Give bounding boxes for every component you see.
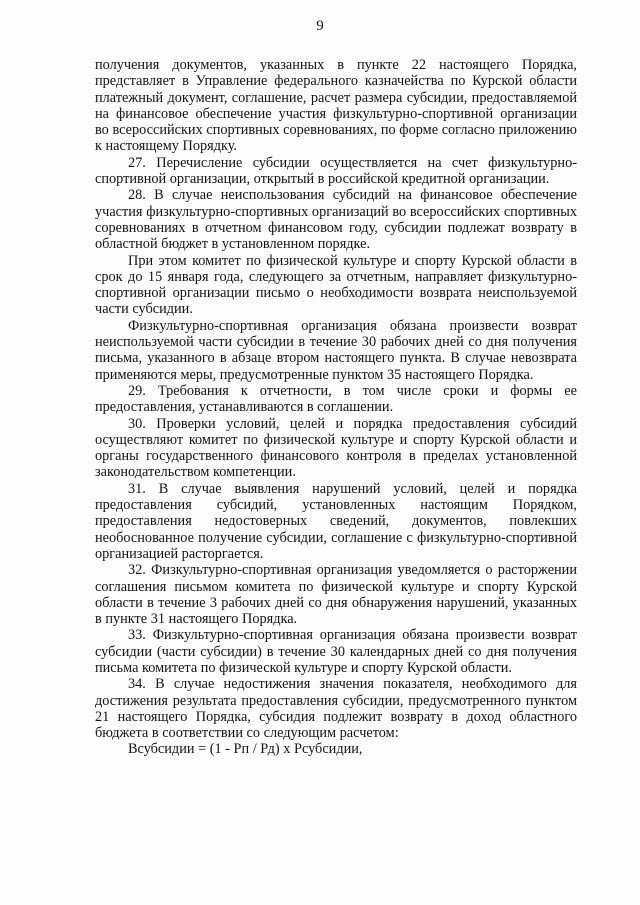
- paragraph-item-27: 27. Перечисление субсидии осуществляется на счет физкультурно-спортивной организации, открытый в российской кредитной организации.: [95, 154, 577, 188]
- paragraph-item-28-part-3: Физкультурно-спортивная организация обязана произвести возврат неиспользуемой части субсидии в течение 30 рабочих дней со дня получения письма, указанного в абзаце втором настоящего пункта. В случае невозврата применяются меры, предусмотренные пунктом 35 настоящего Порядка.: [95, 317, 577, 383]
- paragraph-item-30: 30. Проверки условий, целей и порядка предоставления субсидий осуществляют комитет по физической культуре и спорту Курской области и органы государственного финансового контроля в пределах установленной законодательством компетенции.: [95, 415, 577, 481]
- paragraph-item-28: 28. В случае неиспользования субсидий на финансовое обеспечение участия физкультурно-спортивных организаций во всероссийских спортивных соревнованиях в отчетном финансовом году, субсидии подлежат возврату в областной бюджет в установленном порядке.: [95, 187, 577, 253]
- paragraph-item-29: 29. Требования к отчетности, в том числе сроки и формы ее предоставления, устанавливаются в соглашении.: [95, 382, 577, 416]
- paragraph-continuation: получения документов, указанных в пункте 22 настоящего Порядка, представляет в Управление федерального казначейства по Курской области платежный документ, соглашение, расчет размера субсидии, предоставляемой на финансовое обеспечение участия физкультурно-спортивной организации во всероссийских спортивных соревнованиях, по форме согласно приложению к настоящему Порядку.: [95, 57, 577, 155]
- paragraph-item-32: 32. Физкультурно-спортивная организация уведомляется о расторжении соглашения письмом комитета по физической культуре и спорту Курской области в течение 3 рабочих дней со дня обнаружения нарушений, указанных в пункте 31 настоящего Порядка.: [95, 562, 577, 628]
- formula-line: Всубсидии = (1 - Рп / Рд) х Рсубсидии,: [128, 741, 363, 758]
- paragraph-item-31: 31. В случае выявления нарушений условий, целей и порядка предоставления субсидий, установленных настоящим Порядком, предоставления недостоверных сведений, документов, повлекших необоснованное получение субсидии, соглашение с физкультурно-спортивной организацией расторгается.: [95, 480, 577, 562]
- paragraph-item-33: 33. Физкультурно-спортивная организация обязана произвести возврат субсидии (части субсидии) в течение 30 календарных дней со дня получения письма комитета по физической культуре и спорту Курской области.: [95, 627, 577, 676]
- paragraph-item-34: 34. В случае недостижения значения показателя, необходимого для достижения результата предоставления субсидии, предусмотренного пунктом 21 настоящего Порядка, субсидия подлежит возврату в доход областного бюджета в соответствии со следующим расчетом:: [95, 676, 577, 742]
- paragraph-item-28-part-2: При этом комитет по физической культуре и спорту Курской области в срок до 15 января года, следующего за отчетным, направляет физкультурно-спортивной организации письмо о необходимости возврата неиспользуемой части субсидии.: [95, 252, 577, 318]
- document-body: [95, 57, 577, 758]
- page-number: 9: [316, 18, 324, 34]
